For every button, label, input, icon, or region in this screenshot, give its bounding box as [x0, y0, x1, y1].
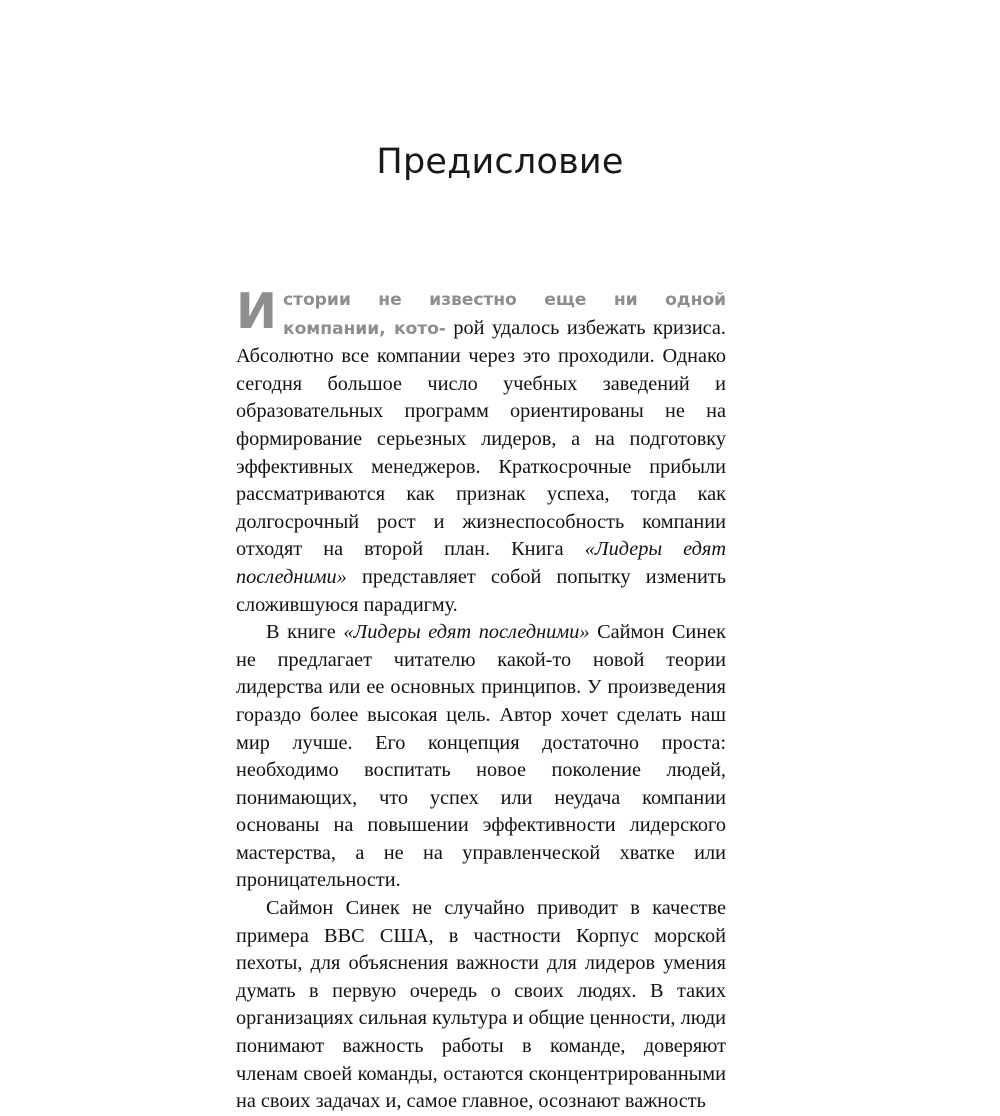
paragraph-2: [236, 619, 726, 895]
paragraph-2-run-1: В книге: [266, 621, 344, 644]
paragraph-2-run-3: Саймон Синек не предлагает читателю какой-то новой теории лидерства или ее основных принципов. У произведения гораздо более высокая цель. Автор хочет сделать наш мир лучше. Его концепция достаточно проста: необходимо воспитать новое поколение людей, понимающих, что успех или неудача компании основаны на повышении эффективности лидерского мастерства, а не на управленческой хватке или проницательности.: [236, 621, 726, 892]
paragraph-3-run-1: Саймон Синек не случайно приводит в качестве примера ВВС США, в частности Корпус морской пехоты, для объяснения важности для лидеров умения думать в первую очередь о своих людях. В таких организациях сильная культура и общие ценности, люди понимают важность работы в команде, доверяют членам своей команды, остаются сконцентрированными на своих задачах и, самое главное, осознают важность: [236, 897, 726, 1113]
paragraph-1-run-3: представляет собой попытку изменить сложившуюся парадигму.: [236, 565, 726, 616]
book-title-italic: «Лидеры едят последними»: [343, 621, 590, 644]
paragraph-1: [236, 283, 726, 619]
lead-line: стории не известно еще ни одной компании, кото-: [283, 290, 726, 339]
drop-cap: И: [236, 283, 278, 340]
paragraph-3: [236, 895, 726, 1116]
paragraph-1-run-1: рой удалось избежать кризиса. Абсолютно все компании через это проходили. Однако сегодня большое число учебных заведений и образовательных программ ориентированы не на формирование серьезных лидеров, а на подготовку эффективных менеджеров. Краткосрочные прибыли рассматриваются как признак успеха, тогда как долгосрочный рост и жизнеспособность компании отходят на второй план. Книга: [236, 316, 726, 561]
body-text-column: [236, 283, 726, 1116]
book-title-italic: «Лидеры едят последними»: [236, 538, 726, 588]
page-title: Предисловие: [376, 142, 624, 183]
